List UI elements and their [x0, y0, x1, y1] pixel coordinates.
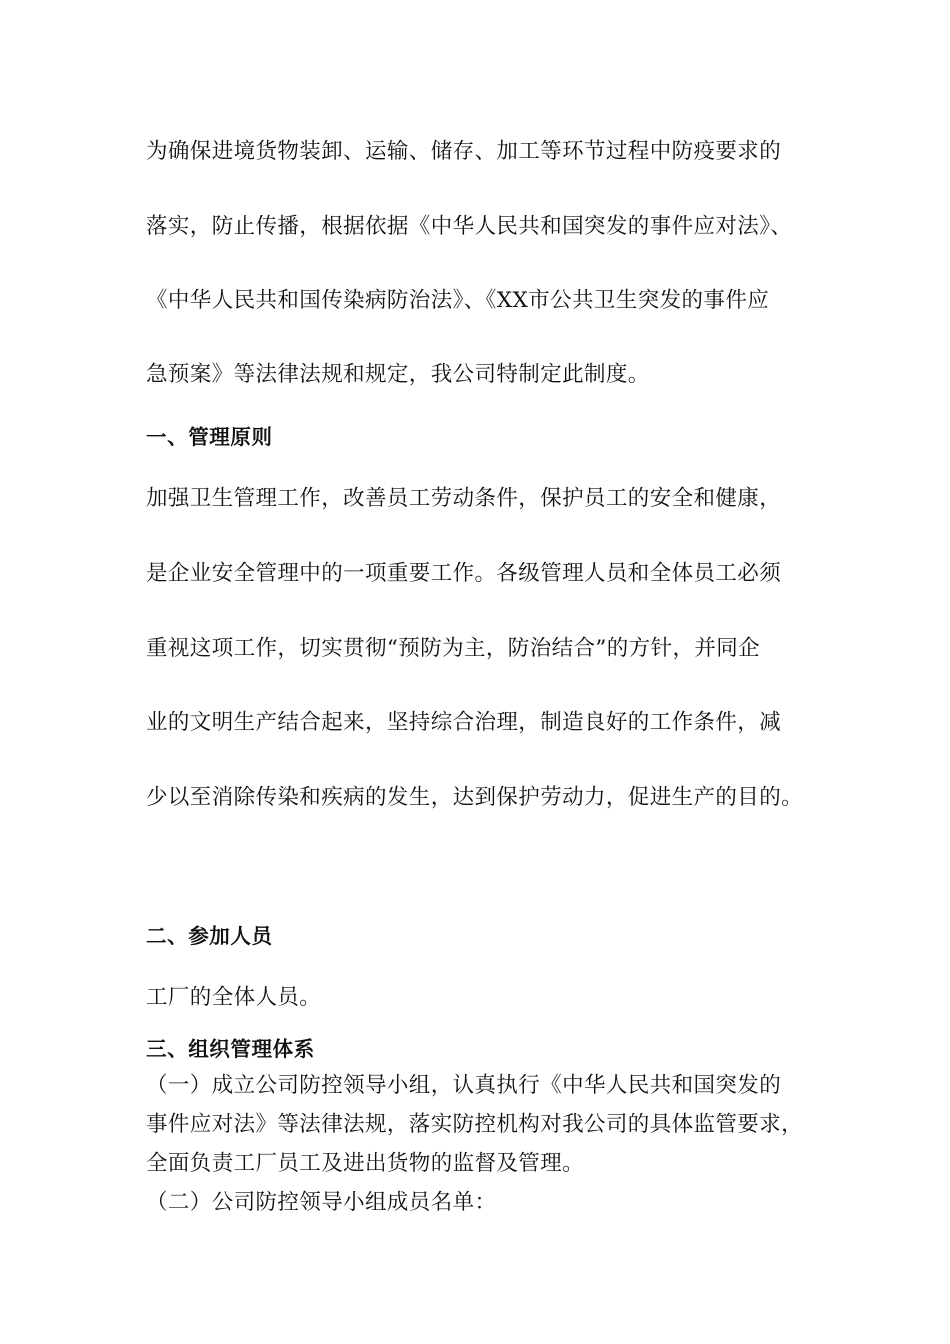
- section1-line: 重视这项工作，切实贯彻“预防为主，防治结合”的方针，并同企: [146, 636, 761, 661]
- section3-line: 全面负责工厂员工及进出货物的监督及管理。: [146, 1151, 585, 1176]
- section-heading-organization: 三、组织管理体系: [146, 1037, 315, 1061]
- intro-line: 《中华人民共和国传染病防治法》、《XX市公共卫生突发的事件应: [146, 288, 770, 313]
- section1-line: 少以至消除传染和疾病的发生，达到保护劳动力，促进生产的目的。: [146, 785, 804, 810]
- section3-line: （一）成立公司防控领导小组，认真执行《中华人民共和国突发的: [146, 1073, 782, 1098]
- section2-line: 工厂的全体人员。: [146, 985, 322, 1010]
- section1-line: 是企业安全管理中的一项重要工作。各级管理人员和全体员工必须: [146, 561, 782, 586]
- section1-line: 业的文明生产结合起来，坚持综合治理，制造良好的工作条件，减: [146, 710, 782, 735]
- intro-line: 急预案》等法律法规和规定，我公司特制定此制度。: [146, 362, 650, 387]
- section-heading-participants: 二、参加人员: [146, 924, 273, 948]
- section3-line: （二）公司防控领导小组成员名单：: [146, 1190, 497, 1215]
- intro-line: 落实，防止传播，根据依据《中华人民共和国突发的事件应对法》、: [146, 214, 793, 239]
- intro-line: 为确保进境货物装卸、运输、储存、加工等环节过程中防疫要求的: [146, 139, 782, 164]
- section-heading-management-principles: 一、管理原则: [146, 425, 273, 449]
- section3-line: 事件应对法》等法律法规，落实防控机构对我公司的具体监管要求，: [146, 1112, 804, 1137]
- section1-line: 加强卫生管理工作，改善员工劳动条件，保护员工的安全和健康，: [146, 486, 782, 511]
